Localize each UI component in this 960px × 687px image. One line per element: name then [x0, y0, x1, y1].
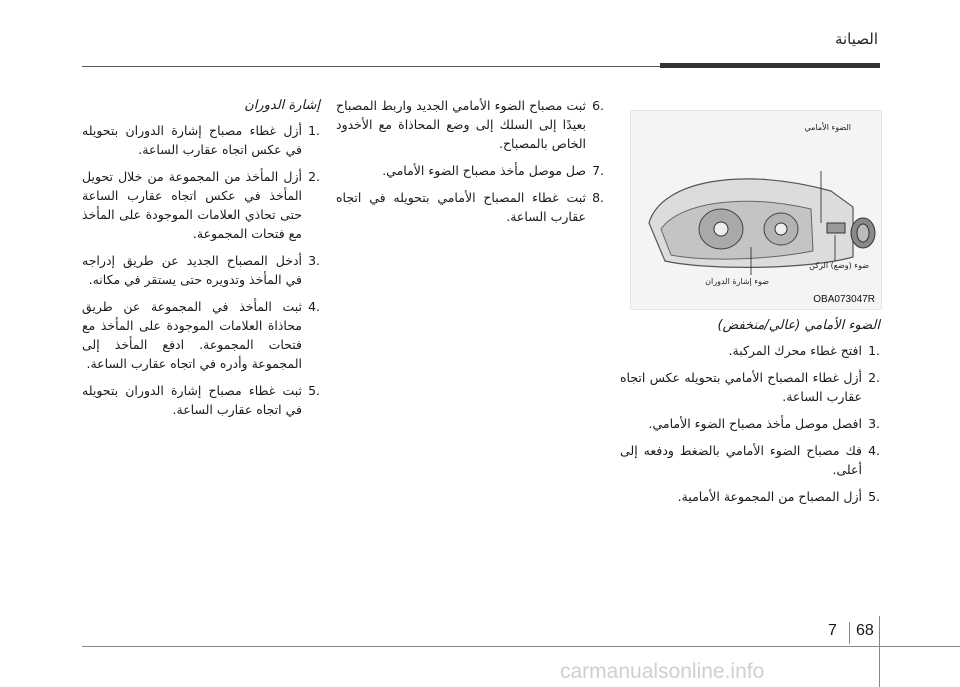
step-number: .2 [868, 370, 880, 385]
step-number: .6 [592, 98, 604, 113]
list-item [620, 441, 880, 479]
list-item [82, 381, 320, 419]
section-title-turn-signal: إشارة الدوران [244, 98, 320, 113]
step-number: .5 [868, 489, 880, 504]
list-item [620, 341, 880, 360]
step-number: .4 [868, 443, 880, 458]
step-text: أزل المأخذ من المجموعة من خلال تحويل المأخذ في عكس اتجاه عقارب الساعة حتى تحاذي العلامات الموجودة على المأخذ مع فتحات المجموعة. [82, 169, 302, 241]
label-headlamp: الضوء الأمامي [804, 123, 851, 132]
step-text: فك مصباح الضوء الأمامي بالضغط ودفعه إلى أعلى. [620, 443, 862, 477]
list-item [82, 167, 320, 243]
turn-signal-steps [82, 121, 320, 419]
label-turn-signal: ضوء إشارة الدوران [705, 277, 769, 286]
step-text: أزل غطاء مصباح إشارة الدوران بتحويله في عكس اتجاه عقارب الساعة. [82, 123, 302, 157]
list-item [82, 251, 320, 289]
step-text: أزل المصباح من المجموعة الأمامية. [677, 489, 862, 504]
step-number: .7 [592, 163, 604, 178]
step-text: صل موصل مأخذ مصباح الضوء الأمامي. [382, 163, 586, 178]
step-text: ثبت المأخذ في المجموعة عن طريق محاذاة العلامات الموجودة على المأخذ مع فتحات المجموعة. ادفع المأخذ إلى المجموعة وأدره في اتجاه عقارب الساعة. [82, 299, 302, 371]
list-item [336, 188, 604, 226]
step-number: .4 [308, 299, 320, 314]
middle-column [336, 96, 604, 234]
step-number: .1 [868, 343, 880, 358]
headlamp-removal-steps [620, 341, 880, 506]
chapter-number: 7 [828, 622, 837, 639]
headlamp-install-steps [336, 96, 604, 226]
footer-divider [879, 616, 880, 687]
header-rule-thick [660, 63, 880, 68]
label-position-lamp: ضوء (وضع) الركن [809, 261, 869, 270]
step-number: .8 [592, 190, 604, 205]
watermark: carmanualsonline.info [560, 660, 765, 683]
list-item [620, 487, 880, 506]
step-number: .3 [868, 416, 880, 431]
step-number: .3 [308, 253, 320, 268]
step-text: أدخل المصباح الجديد عن طريق إدراجه في المأخذ وتدويره حتى يستقر في مكانه. [82, 253, 302, 287]
page-number: 68 [856, 622, 874, 639]
footer-rule [82, 646, 960, 647]
list-item [82, 121, 320, 159]
list-item [620, 368, 880, 406]
list-item [336, 161, 604, 180]
step-text: أزل غطاء المصباح الأمامي بتحويله عكس اتجاه عقارب الساعة. [620, 370, 862, 404]
section-title-headlamp: الضوء الأمامي (عالي/منخفض) [717, 318, 880, 333]
left-column [82, 96, 320, 427]
list-item [82, 297, 320, 373]
page-header-title: الصيانة [834, 30, 878, 48]
right-column [620, 316, 880, 514]
step-number: .2 [308, 169, 320, 184]
page-number-divider [849, 622, 850, 644]
headlamp-figure [630, 110, 882, 310]
step-text: افتح غطاء محرك المركبة. [728, 343, 862, 358]
step-text: افصل موصل مأخذ مصباح الضوء الأمامي. [648, 416, 862, 431]
step-text: ثبت غطاء المصباح الأمامي بتحويله في اتجاه عقارب الساعة. [336, 190, 586, 224]
list-item [620, 414, 880, 433]
list-item [336, 96, 604, 153]
figure-code: OBA073047R [813, 294, 875, 305]
step-number: .1 [308, 123, 320, 138]
step-text: ثبت مصباح الضوء الأمامي الجديد واربط المصباح بعيدًا إلى السلك إلى وضع المحاذاة مع الأخدود الخاص بالمصباح. [336, 98, 586, 151]
step-text: ثبت غطاء مصباح إشارة الدوران بتحويله في اتجاه عقارب الساعة. [82, 383, 302, 417]
step-number: .5 [308, 383, 320, 398]
